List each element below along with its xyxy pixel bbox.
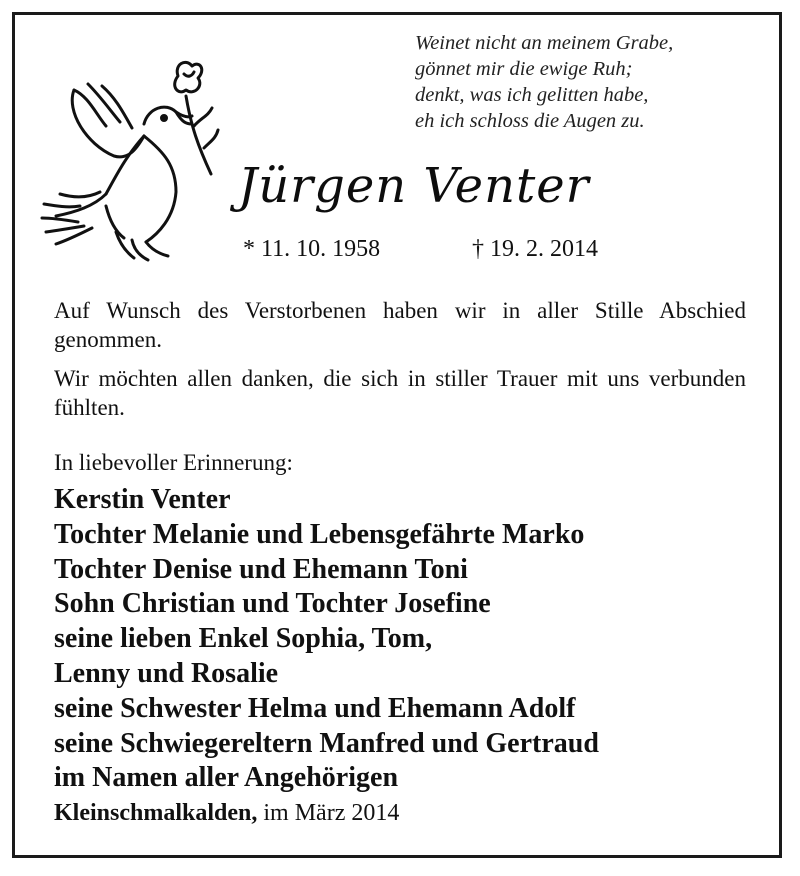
mourner-line: Lenny und Rosalie — [54, 657, 279, 689]
memory-intro: In liebevoller Erinnerung: — [54, 450, 293, 475]
mourner-line: seine Schwester Helma und Ehemann Adolf — [54, 692, 576, 724]
place: Kleinschmalkalden, — [54, 800, 258, 826]
poem — [415, 30, 755, 134]
poem-line: eh ich schloss die Augen zu. — [415, 110, 645, 132]
dove-with-rose-icon — [36, 56, 226, 266]
paragraph-thanks: Wir möchten allen danken, die sich in stiller Trauer mit uns verbunden fühlten. — [54, 366, 746, 420]
birth-date: * 11. 10. 1958 — [243, 236, 381, 262]
mourner-line: Sohn Christian und Tochter Josefine — [54, 588, 491, 620]
mourner-line: seine Schwiegereltern Manfred und Gertraud — [54, 727, 599, 759]
paragraph-wish: Auf Wunsch des Verstorbenen haben wir in aller Stille Abschied genommen. — [54, 298, 746, 352]
place-date — [54, 800, 399, 827]
poem-line: gönnet mir die ewige Ruh; — [415, 58, 633, 80]
mourners-list — [54, 483, 599, 796]
poem-line: denkt, was ich gelitten habe, — [415, 84, 649, 106]
poem-line: Weinet nicht an meinem Grabe, — [415, 32, 674, 54]
mourner-line: im Namen aller Angehörigen — [54, 762, 399, 794]
mourner-line: Kerstin Venter — [54, 484, 231, 515]
mourner-line: Tochter Denise und Ehemann Toni — [54, 553, 468, 585]
date: im März 2014 — [263, 800, 400, 826]
mourner-line: seine lieben Enkel Sophia, Tom, — [54, 623, 433, 655]
mourner-line: Tochter Melanie und Lebensgefährte Marko — [54, 518, 585, 550]
deceased-name: Jürgen Venter — [238, 158, 590, 214]
death-date: † 19. 2. 2014 — [472, 236, 598, 262]
